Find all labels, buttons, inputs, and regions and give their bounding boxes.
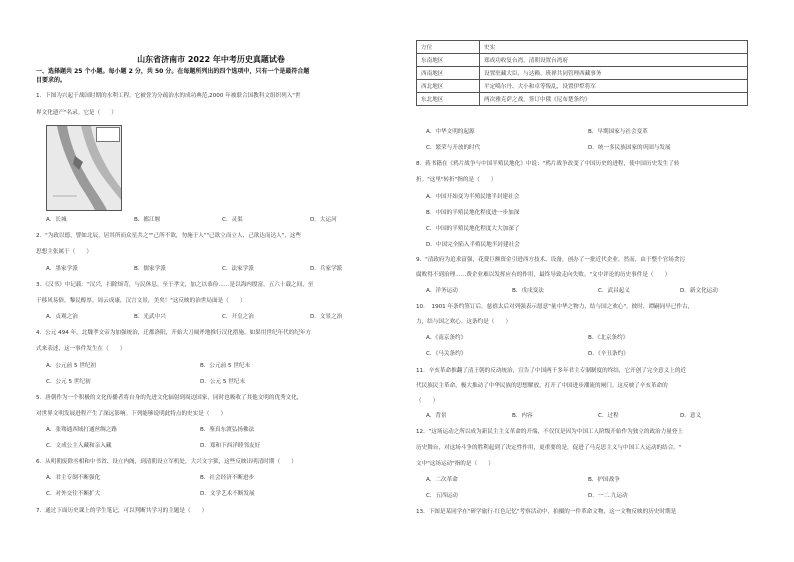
question-7-line-1: 7．通过下面历史课上的学生笔记，可以判断共学习的主题是（ ） <box>36 508 208 514</box>
q4-option-b[interactable]: B．公元前 5 世纪末 <box>200 363 251 369</box>
question-11-line-3: （ ） <box>416 398 439 404</box>
q3-option-b[interactable]: B．光武中兴 <box>134 314 166 320</box>
question-9-line-2: 腐败得不到治理……费企业难以发挥应有的作用，最终导致走向失败。"文中评论的历史事件是（ ） <box>416 272 671 278</box>
question-1-line-2: 界文化遗产"名录。它是（ ） <box>36 110 117 116</box>
table-header-row <box>417 41 748 54</box>
q6-option-a[interactable]: A．君主专制不断强化 <box>46 475 101 481</box>
table-cell: 东南地区 <box>417 54 480 67</box>
table-cell: 两次雅克萨之战，签订中俄《尼布楚条约》 <box>480 93 748 106</box>
q7-option-d[interactable]: D．统一多民族国家的巩固与发展 <box>588 145 671 151</box>
q9-option-c[interactable]: C．武昌起义 <box>598 288 630 294</box>
question-12-line-1: 12．"这场运动之所以成为新民主主义革命的开端，不仅仅是因为中国工人阶级开始作为独立的政治力量登上 <box>416 429 684 435</box>
question-6-line-1: 6．从明朝废除丞相和中书省、设立内阁，到清朝设立军机处，大兴文字狱，这些反映出明清时期（ ） <box>36 459 297 465</box>
q6-option-d[interactable]: D．文学艺术不断发展 <box>200 491 255 497</box>
table-cell: 西南地区 <box>417 67 480 80</box>
q2-option-d[interactable]: D．兵家学派 <box>310 266 343 272</box>
q7-option-a[interactable]: A．中华文明的起源 <box>426 129 475 135</box>
q12-option-d[interactable]: D．一二.九运动 <box>588 493 628 499</box>
irrigation-map-image <box>46 125 122 211</box>
question-11-line-2: 代民族民主革命，极大推动了中华民族的思想解放，打开了中国进步潮流的闸门。这反映了辛亥革命的 <box>416 383 668 389</box>
q8-option-c[interactable]: C．中国的半殖民地化程度大大加深了 <box>426 226 520 232</box>
q5-option-d[interactable]: D．郑和下西洋睦邻友好 <box>200 443 261 449</box>
q7-option-b[interactable]: B．早期国家与社会变革 <box>588 129 648 135</box>
q5-option-c[interactable]: C．文成公主入藏和亲入藏 <box>46 443 112 449</box>
q9-option-b[interactable]: B．戊戌变法 <box>512 288 544 294</box>
q2-option-c[interactable]: C．法家学派 <box>222 266 254 272</box>
question-2-line-1: 2．"为政以德，譬如北辰，居其所而众星共之""己所不欲，勿施于人""己欲立而立人，己欲达而达人"，这些 <box>36 233 302 239</box>
q1-option-d[interactable]: D．大运河 <box>310 217 337 223</box>
history-table <box>416 40 748 106</box>
q1-option-c[interactable]: C．灵渠 <box>222 217 243 223</box>
q1-option-a[interactable]: A．长城 <box>46 217 67 223</box>
table-cell: 西北地区 <box>417 80 480 93</box>
q4-option-d[interactable]: D．公元 5 世纪末 <box>200 379 245 385</box>
q10-option-d[interactable]: D．《辛丑条约》 <box>588 351 629 357</box>
question-10-line-1: 10． 1901 年条约签订后，慈禧太后对列强表示愿意"量中华之物力，结与国之欢心"。彼时，谭嗣同早已作古， <box>416 304 694 310</box>
q5-option-a[interactable]: A．张骞通西域打通丝绸之路 <box>46 427 117 433</box>
section-heading-cont: 目要求的。 <box>36 77 67 84</box>
q5-option-b[interactable]: B．鉴真东渡弘扬佛法 <box>200 427 255 433</box>
question-5-line-1: 5．唐朝作为一个积极的文化传播者将自身的先进文化辐射到周边国家，同时也吸收了其他文明的优秀文化， <box>36 395 303 401</box>
question-12-line-2: 历史舞台，对这场斗争的胜利起到了决定性作用，更重要的是，促进了马克思主义与中国工人运动的结合。" <box>416 445 682 451</box>
table-row <box>417 93 748 106</box>
q10-option-b[interactable]: B．《北京条约》 <box>588 335 629 341</box>
q2-option-a[interactable]: A．墨家学派 <box>46 266 78 272</box>
q11-option-b[interactable]: B．内容 <box>512 413 533 419</box>
q10-option-a[interactable]: A．《南京条约》 <box>426 335 467 341</box>
map-legend-box <box>96 127 120 142</box>
q7-option-c[interactable]: C．繁荣与开放的时代 <box>426 145 481 151</box>
table-cell: 郑成功收复台湾，清朝设置台湾府 <box>480 54 748 67</box>
q9-option-a[interactable]: A．洋务运动 <box>426 288 458 294</box>
q6-option-b[interactable]: B．社会经济不断进步 <box>200 475 255 481</box>
q12-option-b[interactable]: B．护国战争 <box>588 477 620 483</box>
q3-option-c[interactable]: C．开皇之治 <box>222 314 254 320</box>
table-row <box>417 80 748 93</box>
q3-option-a[interactable]: A．贞观之治 <box>46 314 78 320</box>
table-cell: 平定噶尔丹、大小和卓等叛乱，设置伊犁将军 <box>480 80 748 93</box>
section-heading: 一、选择题共 25 个小题。每小题 2 分，共 50 分。在每题所列出的四个选项中，只有一个是最符合题 <box>36 68 310 75</box>
table-header-cell: 方位 <box>417 41 480 54</box>
q1-option-b[interactable]: B．都江堰 <box>134 217 161 223</box>
table-header-cell: 史实 <box>480 41 748 54</box>
question-8-line-2: 折。"这里"转折"指的是（ ） <box>416 177 497 183</box>
exam-title: 山东省济南市 2022 年中考历史真题试卷 <box>137 55 285 64</box>
q3-option-d[interactable]: D．文景之治 <box>310 314 343 320</box>
q11-option-d[interactable]: D．意义 <box>680 413 702 419</box>
question-4-line-2: 式来表述，这一事件发生在（ ） <box>36 346 126 352</box>
table-cell: 设置驻藏大臣，与达赖、班禅共同管理西藏事务 <box>480 67 748 80</box>
table-row <box>417 67 748 80</box>
q10-option-c[interactable]: C．《马关条约》 <box>426 351 467 357</box>
question-11-line-1: 11．辛亥革命推翻了清王朝的反动统治，宣告了中国两千多年君主专制制度的终结，它开创了完全意义上的近 <box>416 368 687 374</box>
q8-option-b[interactable]: B．中国的半殖民地化程度进一步加深 <box>426 210 520 216</box>
question-12-line-3: 文中"这场运动"指的是（ ） <box>416 461 494 467</box>
q12-option-a[interactable]: A．二次革命 <box>426 477 458 483</box>
q11-option-a[interactable]: A．背景 <box>426 413 447 419</box>
q12-option-c[interactable]: C．五四运动 <box>426 493 458 499</box>
q2-option-b[interactable]: B．儒家学派 <box>134 266 166 272</box>
question-5-line-2: 对世界文明发展进程产生了深远影响。下列能够说明此特点的史实是（ ） <box>36 411 227 417</box>
question-8-line-1: 8．蒋书籍在《鸦片战争与中国半殖民地化》中说："鸦片战争改变了中国历史的进程，使中国历史发生了转 <box>416 161 680 167</box>
question-3-line-1: 3．《汉书》中记载："汉兴，扫除烦苛，与民休息。至于孝文，加之以恭俭……是以海内殷富，五六十载之间，至 <box>36 282 314 288</box>
question-4-line-1: 4．公元 494 年，北魏孝文帝为加强统治，迁都洛阳，开始大刀阔斧地推行汉化措施。如果用世纪年代的纪年方 <box>36 330 312 336</box>
q9-option-d[interactable]: D．新文化运动 <box>680 288 718 294</box>
question-2-line-2: 思想主张属于（ ） <box>36 249 92 255</box>
q4-option-c[interactable]: C．公元 5 世纪初 <box>46 379 91 385</box>
q11-option-c[interactable]: C．过程 <box>598 413 619 419</box>
table-cell: 东北地区 <box>417 93 480 106</box>
q6-option-c[interactable]: C．对外交往不断扩大 <box>46 491 101 497</box>
question-3-line-2: 于移风易俗，黎民醇厚。周云成康，汉言文景，美矣！"这反映的治世局面是（ ） <box>36 298 246 304</box>
q4-option-a[interactable]: A．公元前 5 世纪初 <box>46 363 97 369</box>
q8-option-d[interactable]: D．中国完全陷入半殖民地半封建社会 <box>426 242 520 248</box>
table-row <box>417 54 748 67</box>
question-13-line-1: 13．下图是某同学在"研学旅行·红色记忆"考察活动中，拍摄的一件革命文物，这一文物反映的历史时期是 <box>416 509 677 515</box>
q8-option-a[interactable]: A．中国开始变为半殖民地半封建社会 <box>426 194 520 200</box>
question-1-line-1: 1．下图为兴起于战国时期的水利工程。它被誉为分疏治水的成功典范,2000 年被联合国教科文组织列入"世 <box>36 93 301 99</box>
question-9-line-1: 9．"清政府为追求富强，花费巨额资金引进西方技术、设备，创办了一批近代企业。然而，由于整个官场贪污 <box>416 257 686 263</box>
question-10-line-2: 力，结与国之欢心。这条约是（ ） <box>416 319 512 325</box>
